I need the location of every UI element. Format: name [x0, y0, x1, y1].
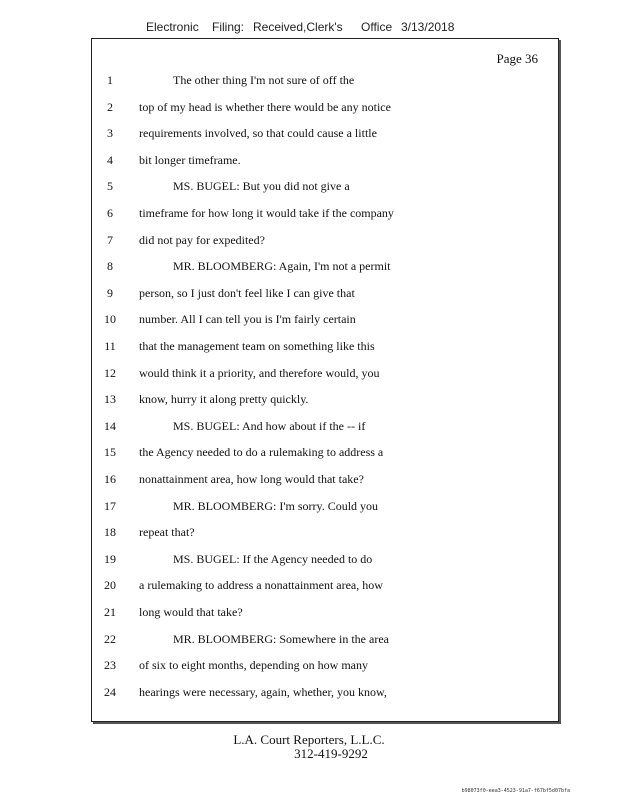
line-number: 19 — [104, 551, 116, 566]
line-text: know, hurry it along pretty quickly. — [139, 392, 309, 407]
transcript-line — [92, 605, 558, 623]
line-number: 15 — [104, 445, 116, 460]
line-number: 10 — [104, 312, 116, 327]
line-number: 18 — [104, 525, 116, 540]
line-text: did not pay for expedited? — [139, 232, 265, 247]
transcript-line — [92, 339, 558, 357]
line-text: would think it a priority, and therefore would, you — [139, 365, 380, 380]
transcript-line — [92, 419, 558, 437]
transcript-line — [92, 658, 558, 676]
filing-label: Filing: — [212, 20, 245, 34]
line-number: 13 — [104, 392, 116, 407]
line-text: of six to eight months, depending on how many — [139, 658, 368, 673]
transcript-line — [92, 206, 558, 224]
filing-date: 3/13/2018 — [401, 20, 455, 34]
transcript-line — [92, 632, 558, 650]
line-text: MR. BLOOMBERG: Somewhere in the area — [173, 631, 389, 646]
transcript-line — [92, 685, 558, 703]
line-text: bit longer timeframe. — [139, 152, 241, 167]
line-text: top of my head is whether there would be any notice — [139, 99, 391, 114]
line-number: 24 — [104, 684, 116, 699]
line-text: repeat that? — [139, 525, 195, 540]
line-text: that the management team on something like this — [139, 339, 375, 353]
line-number: 1 — [107, 73, 113, 87]
line-text: person, so I just don't feel like I can give that — [139, 285, 355, 300]
transcript-line — [92, 286, 558, 304]
line-text: MS. BUGEL: And how about if the -- if — [173, 418, 366, 433]
line-number: 17 — [104, 498, 116, 513]
line-text: MR. BLOOMBERG: I'm sorry. Could you — [173, 498, 379, 513]
transcript-line — [92, 233, 558, 251]
page-number: Page 36 — [496, 51, 538, 66]
line-number: 4 — [107, 152, 113, 167]
line-text: the Agency needed to do a rulemaking to address a — [139, 445, 384, 460]
line-number: 2 — [107, 99, 113, 114]
line-number: 20 — [104, 578, 116, 593]
line-number: 11 — [104, 339, 116, 353]
transcript-line — [92, 179, 558, 197]
transcript-line — [92, 552, 558, 570]
line-number: 21 — [104, 605, 116, 619]
transcript-line — [92, 100, 558, 118]
line-text: timeframe for how long it would take if the company — [139, 206, 394, 220]
line-text: MS. BUGEL: But you did not give a — [173, 179, 350, 194]
line-number: 23 — [104, 658, 116, 673]
line-text: long would that take? — [139, 605, 243, 619]
filing-office: Office — [361, 20, 393, 34]
line-number: 22 — [104, 631, 116, 646]
transcript-line — [92, 73, 558, 91]
line-text: a rulemaking to address a nonattainment area, how — [139, 578, 383, 593]
transcript-line — [92, 312, 558, 330]
line-number: 5 — [107, 179, 113, 194]
transcript-line — [92, 153, 558, 171]
line-text: The other thing I'm not sure of off the — [173, 73, 355, 87]
document-hash: b98073f0-eea3-4523-91a7-f67bf5d07bfa — [461, 788, 570, 794]
transcript-line — [92, 578, 558, 596]
transcript-line — [92, 525, 558, 543]
transcript-line — [92, 259, 558, 277]
line-text: number. All I can tell you is I'm fairly certain — [139, 312, 356, 327]
line-number: 6 — [107, 206, 113, 220]
transcript-line — [92, 499, 558, 517]
footer-phone: 312-419-9292 — [294, 746, 368, 761]
line-text: MR. BLOOMBERG: Again, I'm not a permit — [173, 259, 391, 274]
transcript-line — [92, 366, 558, 384]
line-number: 14 — [104, 418, 116, 433]
filing-electronic: Electronic — [146, 20, 199, 34]
transcript-line — [92, 392, 558, 410]
footer-company: L.A. Court Reporters, L.L.C. — [233, 732, 385, 747]
line-text: MS. BUGEL: If the Agency needed to do — [173, 551, 373, 566]
transcript-line — [92, 472, 558, 490]
line-number: 9 — [107, 285, 113, 300]
line-text: nonattainment area, how long would that take? — [139, 472, 364, 486]
line-text: hearings were necessary, again, whether, you know, — [139, 684, 387, 699]
transcript-page — [91, 38, 559, 722]
line-number: 12 — [104, 365, 116, 380]
transcript-line — [92, 445, 558, 463]
filing-received: Received,Clerk's — [253, 20, 343, 34]
transcript-line — [92, 126, 558, 144]
footer — [0, 733, 618, 761]
line-number: 3 — [107, 126, 113, 141]
line-number: 16 — [104, 472, 116, 486]
line-text: requirements involved, so that could cause a little — [139, 126, 377, 141]
line-number: 8 — [107, 259, 113, 274]
line-number: 7 — [107, 232, 113, 247]
